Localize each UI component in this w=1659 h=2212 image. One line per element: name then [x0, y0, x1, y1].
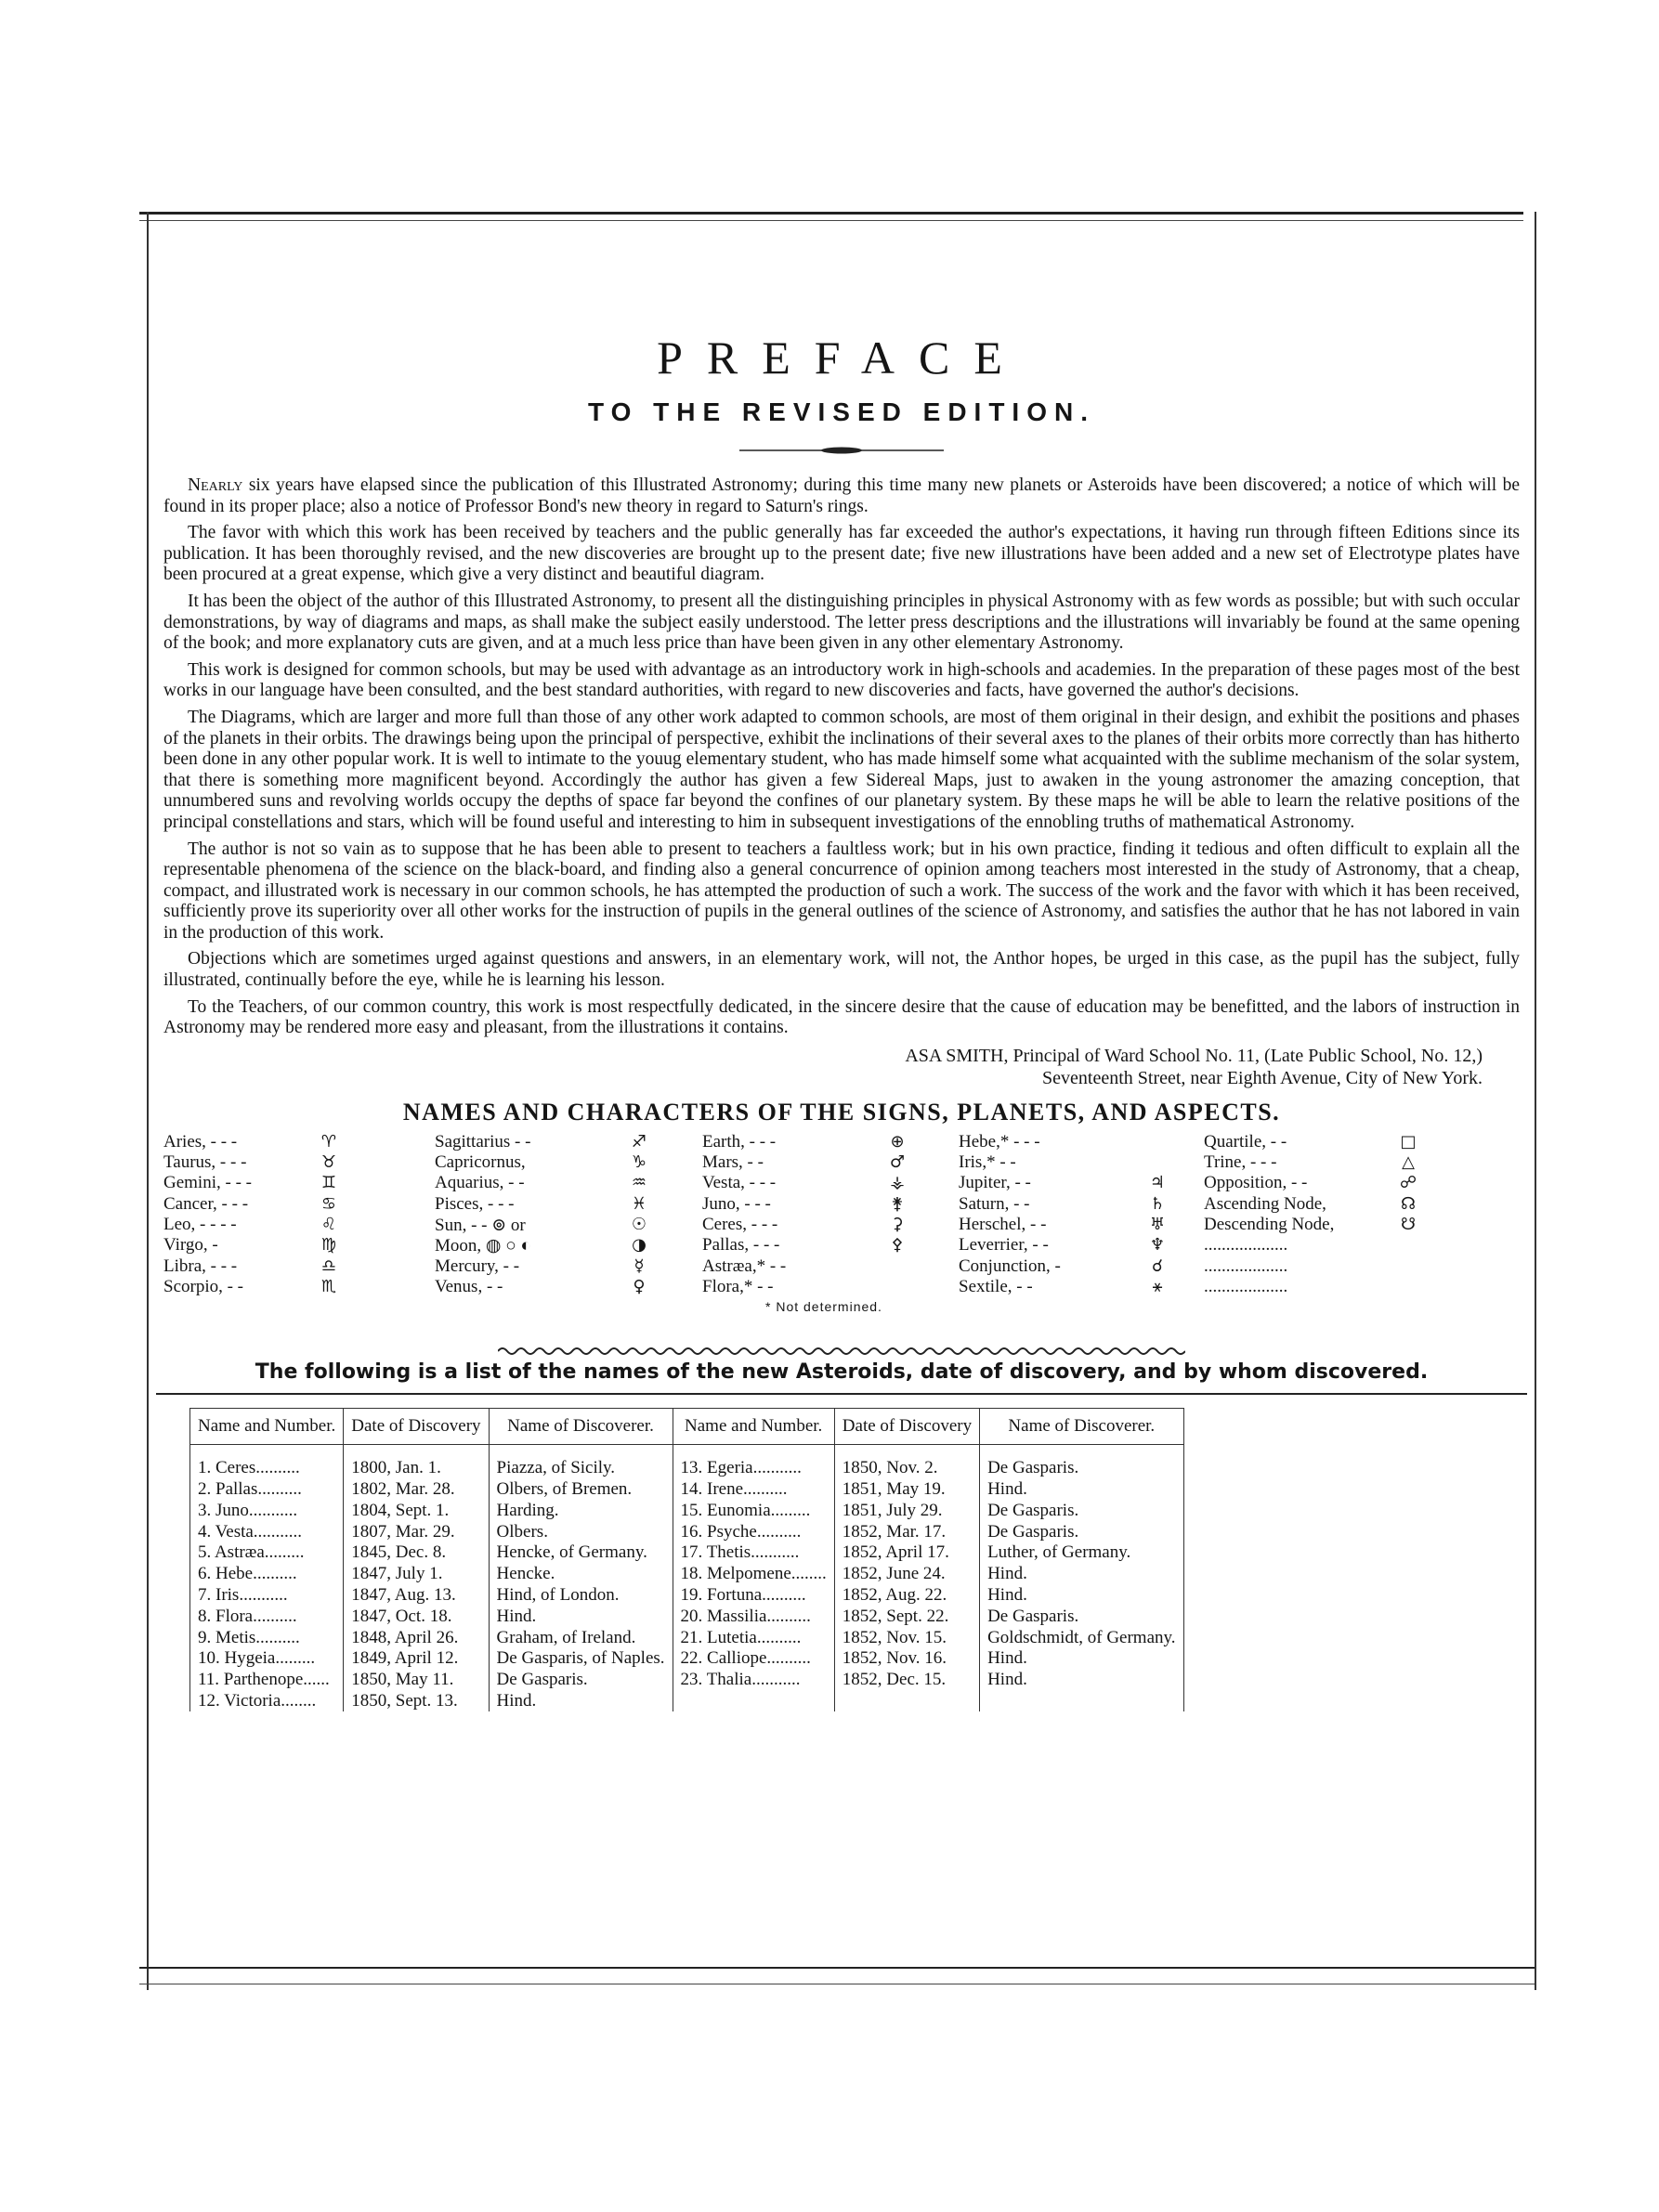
sign-symbol-icon: ♉ — [320, 1152, 337, 1173]
table-cell: 21. Lutetia.......... — [673, 1627, 834, 1648]
sign-name: Pisces, - - - — [435, 1193, 515, 1214]
sign-name: Sagittarius - - — [435, 1131, 531, 1152]
sign-name: Mercury, - - — [435, 1256, 520, 1276]
table-cell: Goldschmidt, of Germany. — [980, 1627, 1183, 1648]
sign-name: Saturn, - - — [959, 1193, 1030, 1214]
table-cell: 1852, Nov. 16. — [834, 1648, 979, 1670]
column-header: Date of Discovery — [834, 1408, 979, 1444]
sign-symbol-icon: ⚳ — [891, 1215, 904, 1235]
sign-symbol-icon: ☌ — [1151, 1256, 1164, 1276]
table-cell: 1850, Nov. 2. — [834, 1458, 979, 1479]
table-cell: Hind. — [489, 1606, 673, 1627]
table-cell: 1847, Aug. 13. — [344, 1585, 489, 1607]
table-row — [190, 1648, 1184, 1670]
sign-name: Ascending Node, — [1204, 1193, 1326, 1214]
sign-entry — [702, 1132, 908, 1152]
sign-entry — [435, 1235, 650, 1256]
page-content — [163, 241, 1520, 1711]
signs-table — [163, 1126, 1520, 1346]
sign-name: Capricornus, — [435, 1152, 526, 1173]
sign-entry — [435, 1152, 650, 1173]
column-header: Name and Number. — [190, 1408, 344, 1444]
sign-name: Astræa,* - - — [702, 1256, 787, 1276]
sign-name: Flora,* - - — [702, 1276, 774, 1296]
table-cell: 1849, April 12. — [344, 1648, 489, 1670]
sign-symbol-icon: □ — [1400, 1131, 1417, 1152]
sign-name: Mars, - - — [702, 1152, 764, 1173]
table-cell: 3. Juno........... — [190, 1500, 344, 1521]
table-cell: Hind. — [980, 1585, 1183, 1607]
preface-paragraph: The author is not so vain as to suppose that he has been able to present to teachers a faultless work; but in his own practice, finding it tedious and often difficult to explain all the representable phenomena of the science on the black-board, and finding also a general concurrence of opinion among teachers most interested in the study of Astronomy, that a cheap, compact, and illustrated work is necessary in our common schools, he has attempted the production of such a work. The success of the work and the favor with which it has been received, sufficiently prove its superiority over all other works for the instruction of pupils in the general outlines of the science of Astronomy, and satisfies the author that he has not labored in vain in the production of this work. — [163, 839, 1520, 943]
table-cell: 10. Hygeia......... — [190, 1648, 344, 1670]
sign-entry — [959, 1235, 1169, 1256]
sign-symbol-icon — [1397, 1235, 1419, 1256]
sign-entry — [959, 1256, 1169, 1277]
table-cell: 1850, May 11. — [344, 1670, 489, 1691]
table-cell: 1852, April 17. — [834, 1542, 979, 1564]
table-cell: 20. Massilia.......... — [673, 1606, 834, 1627]
sign-symbol-icon: ♊ — [320, 1173, 337, 1193]
signature-line-1: ASA SMITH, Principal of Ward School No. 11, (Late Public School, No. 12,) — [905, 1045, 1483, 1066]
table-row — [190, 1670, 1184, 1691]
sign-entry — [435, 1173, 650, 1193]
sign-symbol-icon: ☿ — [634, 1256, 645, 1276]
table-cell: 1852, Nov. 15. — [834, 1627, 979, 1648]
table-row — [190, 1627, 1184, 1648]
table-cell: 17. Thetis........... — [673, 1542, 834, 1564]
table-row — [190, 1691, 1184, 1712]
sign-name: Libra, - - - — [163, 1256, 238, 1276]
sign-name: Pallas, - - - — [702, 1235, 780, 1256]
table-cell: 1804, Sept. 1. — [344, 1500, 489, 1521]
table-cell: De Gasparis. — [980, 1521, 1183, 1542]
sign-name: Sun, - - ⊚ or — [435, 1216, 526, 1236]
table-cell: 12. Victoria........ — [190, 1691, 344, 1712]
table-cell: 1802, Mar. 28. — [344, 1479, 489, 1501]
sign-entry — [702, 1277, 908, 1297]
sign-name: ................... — [1204, 1235, 1288, 1256]
table-cell: De Gasparis. — [489, 1670, 673, 1691]
column-header: Name and Number. — [673, 1408, 834, 1444]
asteroids-heading: The following is a list of the names of the new Asteroids, date of discovery, and by whom discovered. — [255, 1360, 1429, 1384]
table-row — [190, 1458, 1184, 1479]
sign-symbol-icon: ♈ — [320, 1131, 337, 1152]
sign-symbol-icon — [886, 1277, 908, 1297]
sign-name: Venus, - - — [435, 1276, 503, 1296]
sign-symbol-icon: ♐ — [631, 1131, 647, 1152]
table-cell: 1852, Mar. 17. — [834, 1521, 979, 1542]
sign-entry — [702, 1235, 908, 1256]
sign-entry — [163, 1277, 340, 1297]
sign-name: Aquarius, - - — [435, 1173, 525, 1193]
table-cell: 1847, Oct. 18. — [344, 1606, 489, 1627]
table-cell: Harding. — [489, 1500, 673, 1521]
sign-entry — [1204, 1132, 1419, 1152]
signs-column — [959, 1132, 1169, 1297]
signs-heading: NAMES AND CHARACTERS OF THE SIGNS, PLANETS, AND ASPECTS. — [402, 1098, 1281, 1126]
asteroids-table — [189, 1408, 1184, 1712]
sign-symbol-icon — [886, 1256, 908, 1277]
table-cell: Hind. — [980, 1670, 1183, 1691]
sign-name: Virgo, - — [163, 1235, 218, 1256]
signature-line-2: Seventeenth Street, near Eighth Avenue, City of New York. — [1042, 1067, 1483, 1088]
signs-footnote: * Not determined. — [765, 1298, 882, 1314]
table-row — [190, 1521, 1184, 1542]
sign-symbol-icon — [1146, 1132, 1169, 1152]
preface-paragraph: Objections which are sometimes urged against questions and answers, in an elementary work, will not, the Anthor hopes, be urged in this case, as the pupil has the subject, fully illustrated, continually before the eye, while he is learning his lesson. — [163, 949, 1520, 991]
page-border-bottom — [139, 1967, 1535, 1969]
sign-name: Leverrier, - - — [959, 1235, 1049, 1256]
preface-paragraph: Nearly six years have elapsed since the publication of this Illustrated Astronomy; during this time many new planets or Asteroids have been discovered; a notice of which will be found in its proper place; also a notice of Professor Bond's new theory in regard to Saturn's rings. — [163, 475, 1520, 516]
page-border-right — [1535, 212, 1536, 1990]
sign-entry — [1204, 1194, 1419, 1215]
sign-symbol-icon: ⚹ — [1152, 1276, 1163, 1296]
table-cell — [673, 1691, 834, 1712]
sign-entry — [435, 1277, 650, 1297]
table-cell: 1848, April 26. — [344, 1627, 489, 1648]
table-cell: Hind, of London. — [489, 1585, 673, 1607]
sign-name: Quartile, - - — [1204, 1131, 1287, 1152]
table-cell: Hind. — [980, 1564, 1183, 1585]
table-cell: 16. Psyche.......... — [673, 1521, 834, 1542]
column-header: Name of Discoverer. — [489, 1408, 673, 1444]
signature-block — [163, 1045, 1520, 1089]
table-cell: 23. Thalia........... — [673, 1670, 834, 1691]
sign-name: Cancer, - - - — [163, 1193, 249, 1214]
sign-symbol-icon: ☋ — [1401, 1215, 1416, 1235]
sign-symbol-icon: ♍ — [320, 1235, 337, 1256]
table-cell: 1852, June 24. — [834, 1564, 979, 1585]
sign-symbol-icon: ♌ — [320, 1215, 337, 1235]
table-row — [190, 1585, 1184, 1607]
sign-name: Aries, - - - — [163, 1131, 238, 1152]
table-cell: 8. Flora.......... — [190, 1606, 344, 1627]
sign-entry — [1204, 1277, 1419, 1297]
sign-symbol-icon: ♒ — [631, 1173, 647, 1193]
table-cell: De Gasparis. — [980, 1500, 1183, 1521]
sign-entry — [1204, 1235, 1419, 1256]
table-cell: Luther, of Germany. — [980, 1542, 1183, 1564]
table-cell: Graham, of Ireland. — [489, 1627, 673, 1648]
signs-column — [702, 1132, 908, 1297]
table-cell: 1852, Aug. 22. — [834, 1585, 979, 1607]
sign-entry — [435, 1215, 650, 1235]
sign-name: Opposition, - - — [1204, 1173, 1308, 1193]
column-header: Name of Discoverer. — [980, 1408, 1183, 1444]
sign-name: Trine, - - - — [1204, 1152, 1277, 1173]
sign-symbol-icon: ♎ — [320, 1256, 337, 1276]
sign-name: Earth, - - - — [702, 1131, 777, 1152]
sign-name: Juno, - - - — [702, 1193, 771, 1214]
sign-entry — [959, 1132, 1169, 1152]
sign-entry — [163, 1215, 340, 1235]
table-cell: 1851, July 29. — [834, 1500, 979, 1521]
table-cell: 4. Vesta........... — [190, 1521, 344, 1542]
sign-entry — [1204, 1173, 1419, 1193]
table-cell: Hind. — [489, 1691, 673, 1712]
sign-name: Jupiter, - - — [959, 1173, 1031, 1193]
sign-symbol-icon: ♄ — [1149, 1193, 1166, 1214]
table-cell: 1. Ceres.......... — [190, 1458, 344, 1479]
table-cell: 22. Calliope.......... — [673, 1648, 834, 1670]
sign-symbol-icon: ♋ — [320, 1193, 337, 1214]
signs-column — [163, 1132, 340, 1297]
table-row — [190, 1542, 1184, 1564]
table-cell: 2. Pallas.......... — [190, 1479, 344, 1501]
table-cell: 1807, Mar. 29. — [344, 1521, 489, 1542]
sign-entry — [435, 1132, 650, 1152]
sign-symbol-icon: ♀ — [633, 1276, 646, 1296]
table-cell: Olbers. — [489, 1521, 673, 1542]
sign-symbol-icon: △ — [1402, 1152, 1415, 1173]
table-cell: 14. Irene.......... — [673, 1479, 834, 1501]
column-header: Date of Discovery — [344, 1408, 489, 1444]
preface-paragraph: This work is designed for common schools, but may be used with advantage as an introductory work in high-schools and academies. In the preparation of these pages most of the best works in our language have been consulted, and the best standard authorities, with regard to new discoveries and facts, have governed the author's decisions. — [163, 659, 1520, 701]
sign-entry — [163, 1173, 340, 1193]
table-cell: 1845, Dec. 8. — [344, 1542, 489, 1564]
page-border-top-inner — [139, 220, 1523, 221]
table-cell: 1852, Sept. 22. — [834, 1606, 979, 1627]
sign-symbol-icon: ☉ — [631, 1215, 647, 1235]
table-cell: 5. Astræa......... — [190, 1542, 344, 1564]
sign-name: Leo, - - - - — [163, 1215, 237, 1235]
table-cell — [980, 1691, 1183, 1712]
table-cell: 6. Hebe.......... — [190, 1564, 344, 1585]
signs-column — [1204, 1132, 1419, 1297]
table-cell: Piazza, of Sicily. — [489, 1458, 673, 1479]
asteroids-header-row — [190, 1408, 1184, 1444]
sign-name: Herschel, - - — [959, 1215, 1047, 1235]
sign-symbol-icon — [1146, 1152, 1169, 1173]
table-cell: 7. Iris........... — [190, 1585, 344, 1607]
preface-paragraph: It has been the object of the author of this Illustrated Astronomy, to present all the distinguishing principles in physical Astronomy with as few words as possible; but with such occular demonstrations, by way of diagrams and maps, as shall make the subject easily understood. The letter press descriptions and the illustrations will invariably be found at the same opening of the book; and more explanatory cuts are given, and at a much less price than have been given in any other elementary Astronomy. — [163, 591, 1520, 654]
sign-symbol-icon: ♅ — [1149, 1215, 1166, 1235]
table-row — [190, 1564, 1184, 1585]
sign-entry — [702, 1152, 908, 1173]
sign-symbol-icon: ♏ — [320, 1276, 337, 1296]
sign-entry — [702, 1173, 908, 1193]
paragraph-lead: Nearly — [188, 475, 243, 495]
sign-symbol-icon: ♆ — [1149, 1235, 1166, 1256]
sign-name: Hebe,* - - - — [959, 1131, 1040, 1152]
sign-entry — [1204, 1215, 1419, 1235]
preface-paragraph: To the Teachers, of our common country, this work is most respectfully dedicated, in the sincere desire that the cause of education may be benefitted, and the labors of instruction in Astronomy may be rendered more easy and pleasant, from the illustrations it contains. — [163, 996, 1520, 1038]
table-cell: 1852, Dec. 15. — [834, 1670, 979, 1691]
signs-column — [435, 1132, 650, 1297]
sign-entry — [163, 1235, 340, 1256]
table-cell: Hind. — [980, 1479, 1183, 1501]
sign-entry — [1204, 1256, 1419, 1277]
sign-symbol-icon: ☊ — [1401, 1193, 1416, 1214]
sign-symbol-icon: ⚶ — [890, 1173, 905, 1193]
table-row — [190, 1500, 1184, 1521]
sign-entry — [959, 1277, 1169, 1297]
sign-entry — [702, 1194, 908, 1215]
sign-name: Descending Node, — [1204, 1215, 1335, 1235]
table-cell: 13. Egeria........... — [673, 1458, 834, 1479]
page-subtitle: TO THE REVISED EDITION. — [588, 397, 1095, 426]
sign-symbol-icon: ◑ — [632, 1235, 647, 1256]
sign-name: ................... — [1204, 1276, 1288, 1296]
sign-symbol-icon: ♑ — [631, 1152, 647, 1173]
table-cell: De Gasparis. — [980, 1458, 1183, 1479]
sign-symbol-icon: ♂ — [889, 1152, 906, 1173]
table-cell: 18. Melpomene........ — [673, 1564, 834, 1585]
sign-entry — [702, 1215, 908, 1235]
sign-symbol-icon: ⊕ — [890, 1131, 905, 1152]
table-row — [190, 1606, 1184, 1627]
table-cell: 11. Parthenope...... — [190, 1670, 344, 1691]
table-cell: Hind. — [980, 1648, 1183, 1670]
sign-entry — [435, 1256, 650, 1277]
table-cell: 1847, July 1. — [344, 1564, 489, 1585]
sign-name: Moon, ◍ ○ ◐ — [435, 1236, 531, 1256]
sign-name: Vesta, - - - — [702, 1173, 777, 1193]
wave-divider — [498, 1346, 1185, 1357]
asteroids-rule — [156, 1393, 1527, 1395]
sign-name: Sextile, - - — [959, 1276, 1033, 1296]
sign-symbol-icon: ♃ — [1149, 1173, 1166, 1193]
page-border-top — [139, 212, 1523, 215]
sign-name: Taurus, - - - — [163, 1152, 247, 1173]
table-cell: 1850, Sept. 13. — [344, 1691, 489, 1712]
sign-name: Ceres, - - - — [702, 1215, 778, 1235]
sign-symbol-icon: ⚵ — [891, 1193, 904, 1214]
sign-entry — [435, 1194, 650, 1215]
table-cell: 9. Metis.......... — [190, 1627, 344, 1648]
sign-entry — [702, 1256, 908, 1277]
preface-paragraph: The favor with which this work has been received by teachers and the public generally has far exceeded the author's expectations, it having run through fifteen Editions since its publication. It has been thoroughly revised, and the new discoveries are brought up to the present date; five new illustrations have been added and a new set of Electrotype plates have been procured at a great expense, which give a very distinct and beautiful diagram. — [163, 523, 1520, 585]
preface-paragraph: The Diagrams, which are larger and more full than those of any other work adapted to common schools, are most of them original in their design, and exhibit the positions and phases of the planets in their orbits. The drawings being upon the principal of perspective, exhibit the inclinations of their several axes to the planes of their orbits more correctly than has hitherto been done in any other popular work. It is well to intimate to the youug elementary student, who has made himself some what acquainted with the sublime mechanism of the solar system, that there is something more magnificent beyond. Accordingly the author has given a few Sidereal Maps, just to awaken in the young astronomer the amazing conception, that unnumbered suns and revolving worlds occupy the depths of space far beyond the confines of our planetary system. By these maps he will be able to learn the relative positions of the principal constellations and stars, which will be found useful and interesting to him in subsequent investigations of the ennobling truths of mathematical Astronomy. — [163, 707, 1520, 832]
sign-symbol-icon: ♓ — [631, 1193, 647, 1214]
sign-entry — [163, 1256, 340, 1277]
table-cell: 15. Eunomia......... — [673, 1500, 834, 1521]
sign-name: Conjunction, - — [959, 1256, 1061, 1276]
table-row — [190, 1479, 1184, 1501]
table-cell: De Gasparis, of Naples. — [489, 1648, 673, 1670]
sign-symbol-icon: ⚴ — [891, 1235, 904, 1256]
sign-name: Iris,* - - — [959, 1152, 1016, 1173]
sign-entry — [959, 1152, 1169, 1173]
table-cell: De Gasparis. — [980, 1606, 1183, 1627]
sign-name: ................... — [1204, 1256, 1288, 1276]
sign-symbol-icon — [1397, 1277, 1419, 1297]
table-cell — [834, 1691, 979, 1712]
sign-entry — [1204, 1152, 1419, 1173]
sign-entry — [959, 1215, 1169, 1235]
sign-entry — [163, 1132, 340, 1152]
sign-entry — [163, 1194, 340, 1215]
table-cell: Olbers, of Bremen. — [489, 1479, 673, 1501]
sign-entry — [163, 1152, 340, 1173]
table-cell: Hencke, of Germany. — [489, 1542, 673, 1564]
ornament-divider — [739, 444, 944, 457]
table-cell: 1800, Jan. 1. — [344, 1458, 489, 1479]
table-cell: 19. Fortuna.......... — [673, 1585, 834, 1607]
table-cell: 1851, May 19. — [834, 1479, 979, 1501]
page-border-left — [147, 212, 149, 1990]
sign-symbol-icon: ☍ — [1399, 1173, 1417, 1193]
page-title: PREFACE — [657, 332, 1026, 384]
preface-body — [163, 475, 1520, 1039]
sign-entry — [959, 1194, 1169, 1215]
sign-name: Gemini, - - - — [163, 1173, 252, 1193]
sign-name: Scorpio, - - — [163, 1276, 244, 1296]
sign-symbol-icon — [1397, 1256, 1419, 1277]
table-cell: Hencke. — [489, 1564, 673, 1585]
sign-entry — [959, 1173, 1169, 1193]
